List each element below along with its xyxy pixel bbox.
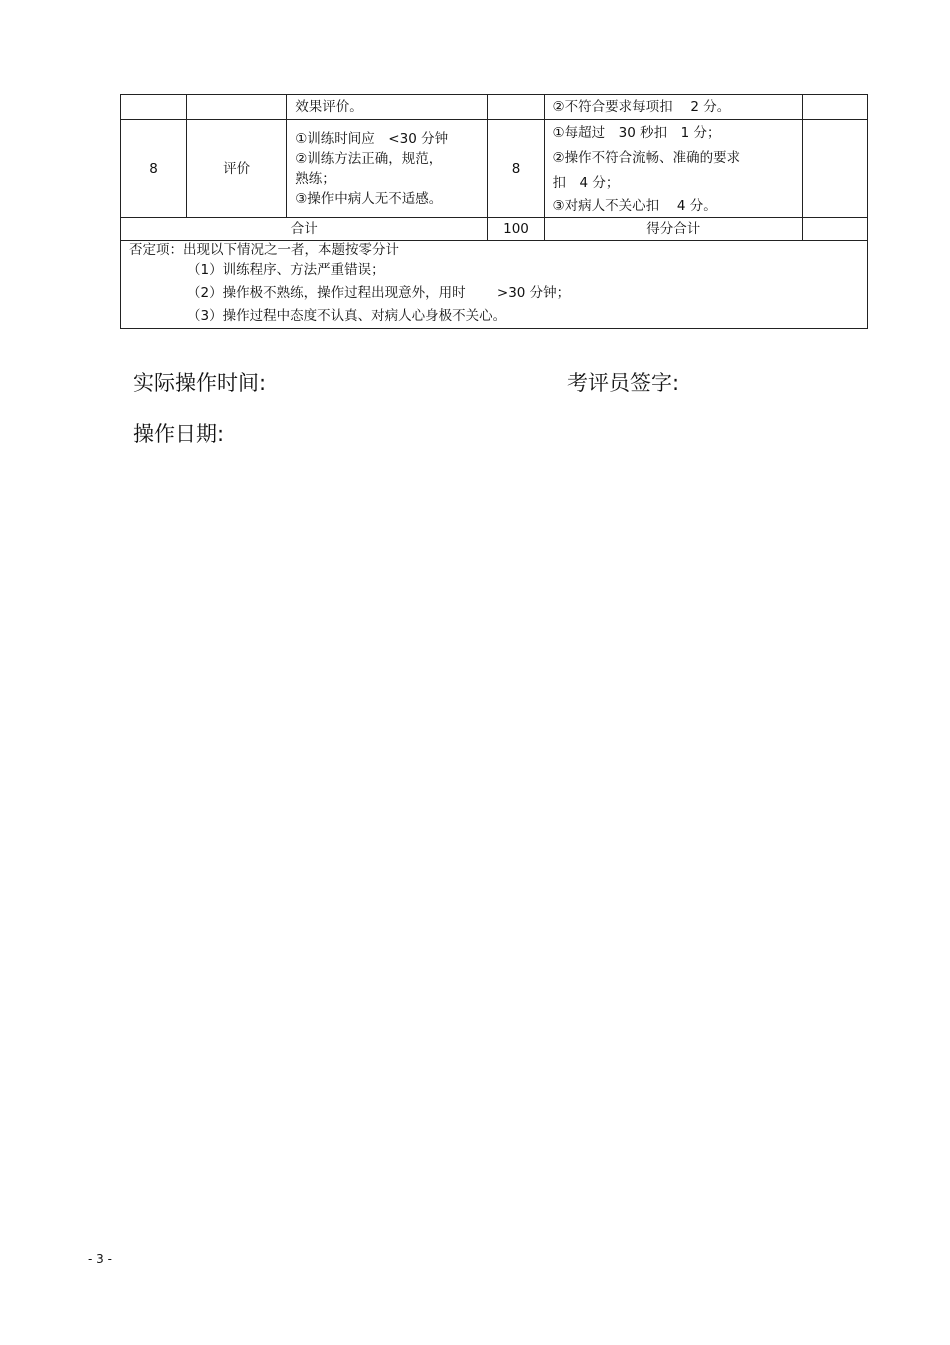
cell-deduction [544, 95, 802, 120]
negation-item-1: （1）训练程序、方法严重错误； [187, 262, 385, 278]
deduction-line-2: ②操作不符合流畅、准确的要求 [552, 150, 741, 166]
page-number: - 3 - [88, 1252, 112, 1266]
criteria-line-4: ③操作中病人无不适感。 [295, 190, 443, 207]
table-row-continuation [121, 95, 868, 120]
cell-criteria [287, 95, 488, 120]
cell-no [121, 95, 187, 120]
table-row-total [121, 218, 868, 241]
deduction-line-4: ③对病人不关心扣 4 分。 [552, 198, 717, 214]
cell-item [187, 95, 287, 120]
negation-title: 否定项：出现以下情况之一者，本题按零分计 [129, 242, 399, 258]
cell-deduction [544, 120, 802, 218]
deduction-text: ②不符合要求每项扣 2 分。 [552, 99, 731, 115]
table-row-evaluation [121, 120, 868, 218]
cell-no: 8 [121, 120, 187, 218]
result-label: 得分合计 [544, 218, 802, 241]
criteria-line-3: 熟练； [295, 170, 336, 187]
cell-result [802, 95, 867, 120]
scoring-table [120, 94, 868, 329]
negation-item-2: （2）操作极不熟练，操作过程出现意外，用时 >30 分钟； [187, 285, 571, 301]
cell-result [802, 120, 867, 218]
actual-time-label: 实际操作时间: [133, 371, 267, 395]
deduction-line-1: ①每超过 30 秒扣 1 分； [552, 125, 721, 141]
operation-date-label: 操作日期: [133, 422, 225, 446]
total-result [802, 218, 867, 241]
deduction-line-3: 扣 4 分； [552, 175, 620, 191]
negation-cell [121, 241, 868, 329]
total-label: 合计 [121, 218, 488, 241]
cell-score [488, 95, 544, 120]
negation-item-3: （3）操作过程中态度不认真、对病人心身极不关心。 [187, 308, 507, 324]
criteria-text: 效果评价。 [295, 99, 363, 115]
total-score: 100 [488, 218, 544, 241]
cell-criteria [287, 120, 488, 218]
table-row-negation [121, 241, 868, 329]
criteria-line-2: ②训练方法正确，规范， [295, 150, 443, 167]
cell-item: 评价 [187, 120, 287, 218]
criteria-line-1: ①训练时间应 <30 分钟 [295, 130, 449, 147]
examiner-signature-label: 考评员签字: [567, 371, 680, 395]
cell-score: 8 [488, 120, 544, 218]
